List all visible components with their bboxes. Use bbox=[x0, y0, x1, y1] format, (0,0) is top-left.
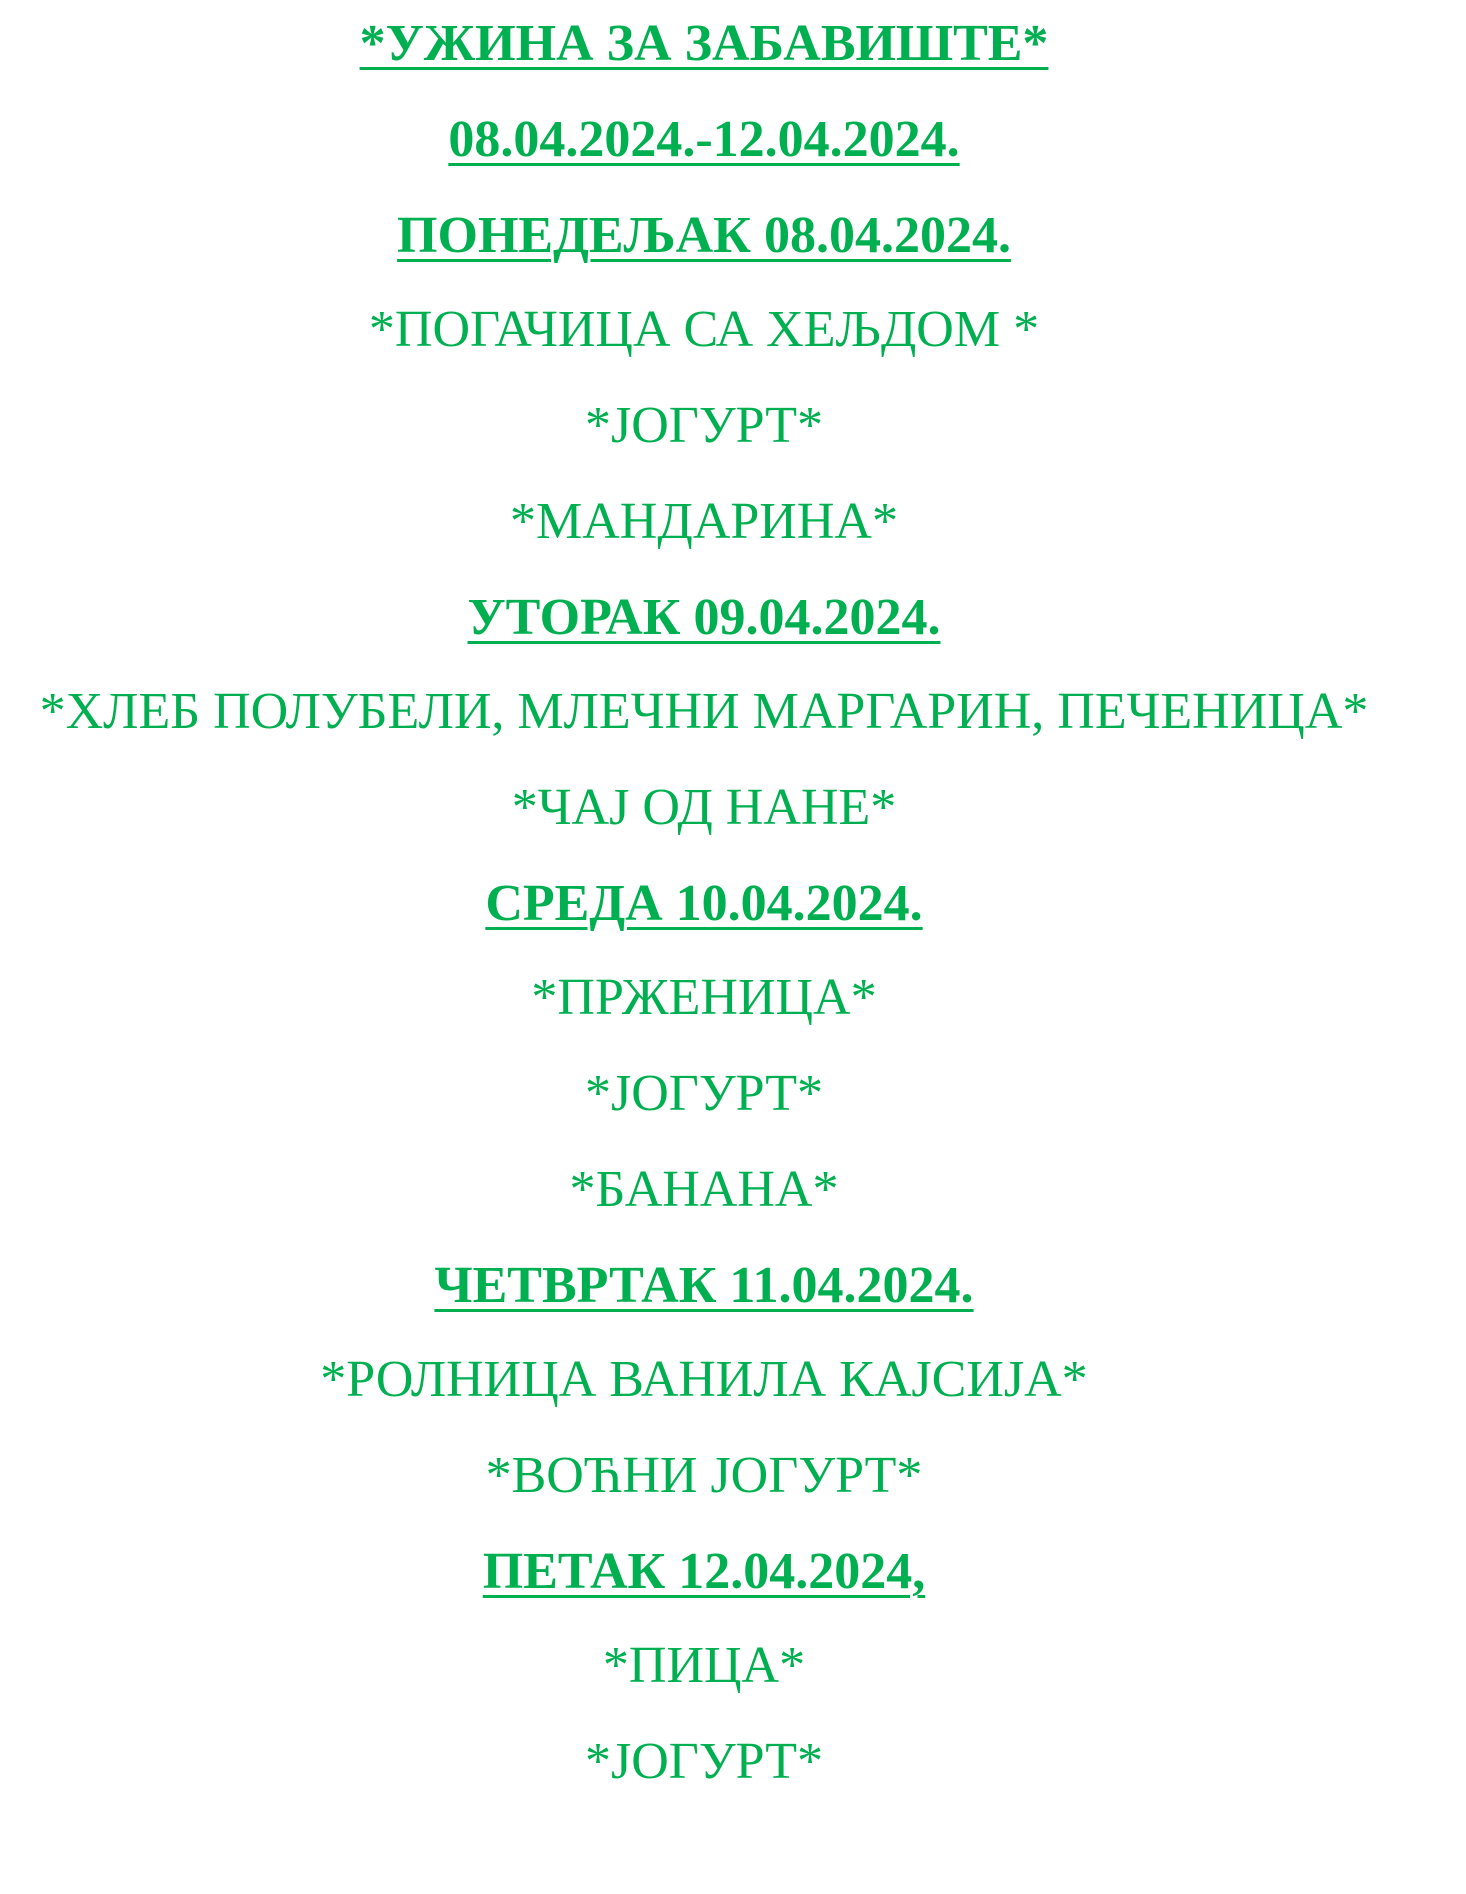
day-heading-friday: ПЕТАК 12.04.2024, bbox=[482, 1543, 926, 1600]
menu-item: *ЈОГУРТ* bbox=[585, 397, 823, 454]
menu-item: *ХЛЕБ ПОЛУБЕЛИ, МЛЕЧНИ МАРГАРИН, ПЕЧЕНИЦА* bbox=[39, 683, 1369, 740]
menu-item: *ПИЦА* bbox=[602, 1637, 806, 1694]
menu-item: *ПРЖЕНИЦА* bbox=[531, 969, 877, 1026]
menu-item: *БАНАНА* bbox=[569, 1161, 839, 1218]
menu-item: *ЈОГУРТ* bbox=[585, 1733, 823, 1790]
menu-item: *ЧАЈ ОД НАНЕ* bbox=[511, 779, 897, 836]
menu-item: *ПОГАЧИЦА СА ХЕЉДОМ * bbox=[368, 301, 1040, 358]
date-range: 08.04.2024.-12.04.2024. bbox=[448, 111, 960, 168]
document-title: *УЖИНА ЗА ЗАБАВИШТЕ* bbox=[359, 15, 1049, 72]
menu-item: *РОЛНИЦА ВАНИЛА КАЈСИЈА* bbox=[320, 1351, 1088, 1408]
menu-item: *МАНДАРИНА* bbox=[510, 493, 898, 550]
menu-item: *ВОЋНИ ЈОГУРТ* bbox=[485, 1447, 923, 1504]
day-heading-wednesday: СРЕДА 10.04.2024. bbox=[485, 875, 923, 932]
day-heading-thursday: ЧЕТВРТАК 11.04.2024. bbox=[434, 1257, 974, 1314]
day-heading-monday: ПОНЕДЕЉАК 08.04.2024. bbox=[397, 207, 1011, 264]
menu-item: *ЈОГУРТ* bbox=[585, 1065, 823, 1122]
day-heading-tuesday: УТОРАК 09.04.2024. bbox=[467, 589, 941, 646]
